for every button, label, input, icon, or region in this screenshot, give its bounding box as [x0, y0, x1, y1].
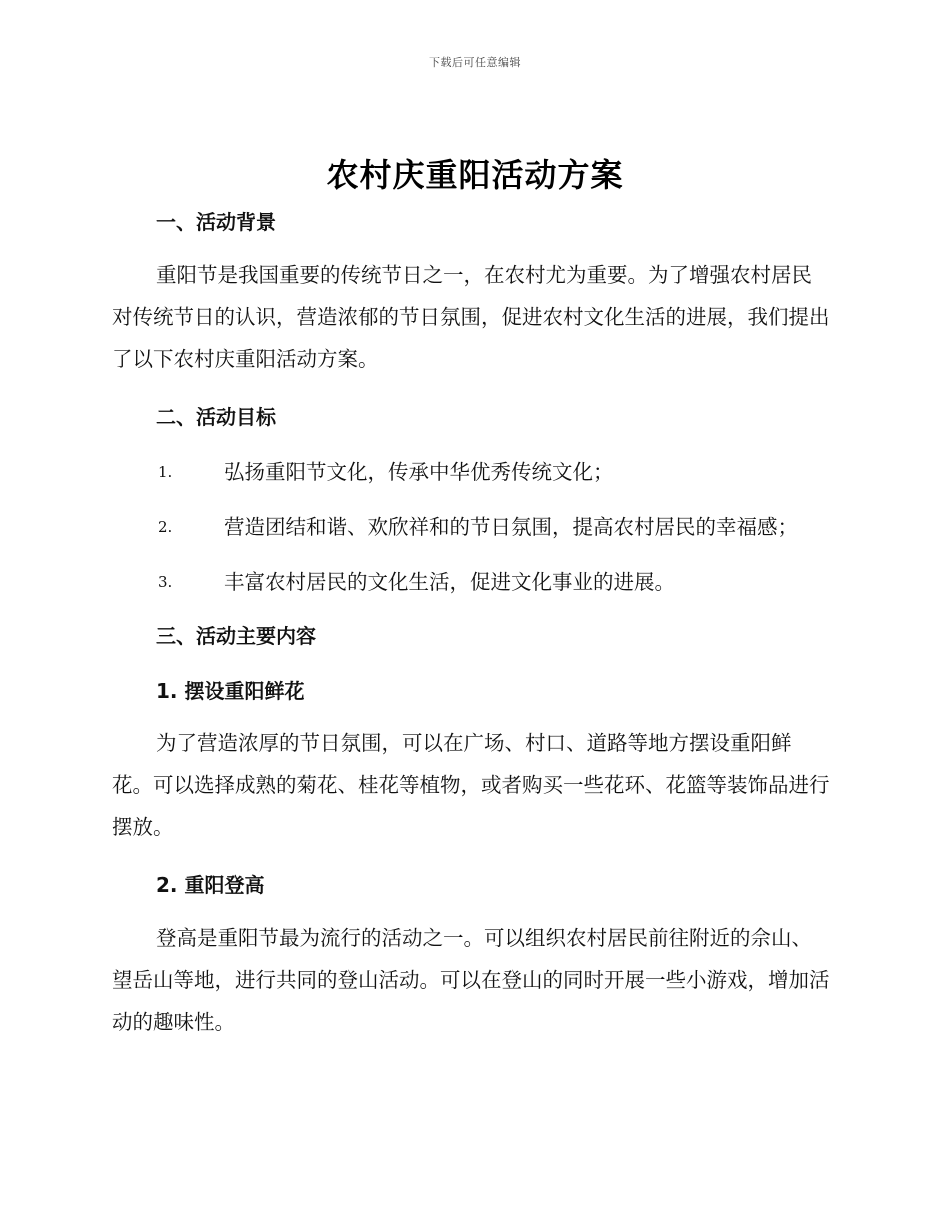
- section-heading-background: 一、活动背景: [156, 210, 276, 234]
- background-paragraph: 重阳节是我国重要的传统节日之一，在农村尤为重要。为了增强农村居民对传统节日的认识，营造浓郁的节日氛围，促进农村文化生活的进展，我们提出了以下农村庆重阳活动方案。: [112, 263, 830, 371]
- list-text: 丰富农村居民的文化生活，促进文化事业的进展。: [224, 570, 675, 594]
- list-number: 3.: [158, 573, 173, 591]
- list-number: 1.: [158, 463, 173, 481]
- goal-list-item: [158, 455, 858, 485]
- list-number: 2.: [158, 518, 173, 536]
- page-header-note: 下载后可任意编辑: [429, 56, 521, 69]
- subsection-heading-flowers: 1. 摆设重阳鲜花: [156, 679, 305, 703]
- list-text: 弘扬重阳节文化，传承中华优秀传统文化；: [224, 460, 614, 484]
- document-title: 农村庆重阳活动方案: [326, 156, 624, 194]
- list-text: 营造团结和谐、欢欣祥和的节日氛围，提高农村居民的幸福感；: [224, 515, 798, 539]
- section-heading-content: 三、活动主要内容: [156, 624, 316, 648]
- section-heading-goals: 二、活动目标: [156, 405, 276, 429]
- subsection-heading-climbing: 2. 重阳登高: [156, 873, 265, 897]
- goal-list-item: [158, 565, 858, 595]
- flowers-paragraph: 为了营造浓厚的节日氛围，可以在广场、村口、道路等地方摆设重阳鲜花。可以选择成熟的菊花、桂花等植物，或者购买一些花环、花篮等装饰品进行摆放。: [112, 731, 830, 839]
- climbing-paragraph: 登高是重阳节最为流行的活动之一。可以组织农村居民前往附近的佘山、望岳山等地，进行共同的登山活动。可以在登山的同时开展一些小游戏，增加活动的趣味性。: [112, 926, 830, 1034]
- goal-list-item: [158, 510, 858, 540]
